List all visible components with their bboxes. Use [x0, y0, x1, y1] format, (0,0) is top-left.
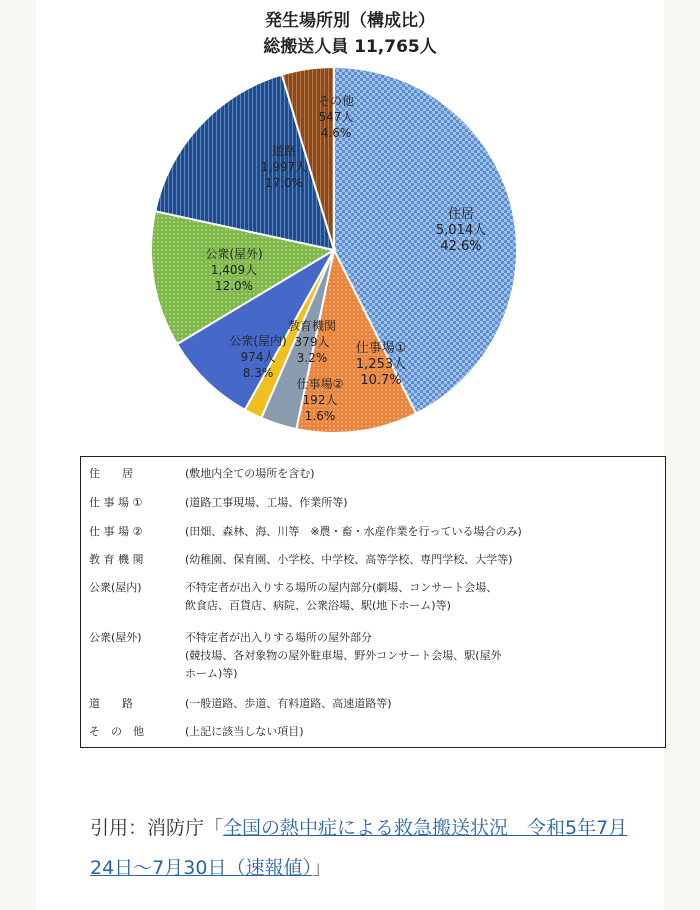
slice-label-2: 教育機関 379人 3.2% — [287, 319, 337, 365]
slice-label-7: その他 547人 4.6% — [317, 94, 355, 140]
citation-prefix: 引用：消防庁「 — [90, 817, 224, 839]
legend-term: 教 育 機 関 — [89, 553, 144, 566]
legend-table — [80, 456, 666, 748]
citation-link[interactable]: 全国の熱中症による救急搬送状況 令和5年7月24日～7月30日（速報値） — [90, 817, 628, 879]
slice-label-5: 公衆(屋外) 1,409人 12.0% — [205, 247, 263, 293]
slice-label-3: 仕事場② 192人 1.6% — [296, 377, 344, 423]
citation-suffix: 」 — [311, 857, 331, 879]
slice-label-4: 公衆(屋内) 974人 8.3% — [229, 334, 287, 380]
slice-label-6: 道路 1,997人 17.0% — [260, 144, 308, 190]
pie-chart — [36, 0, 664, 450]
legend-description: (幼稚園、保育園、小学校、中学校、高等学校、専門学校、大学等) — [185, 553, 513, 566]
legend-description: 不特定者が出入りする場所の屋内部分(劇場、コンサート会場、 飲食店、百貨店、病院、公衆浴場、駅(地下ホーム)等) — [185, 581, 498, 612]
legend-term: 公衆(屋外) — [89, 631, 142, 644]
chart-title-line2: 総搬送人員 11,765人 — [263, 37, 437, 57]
legend-description: (一般道路、歩道、有料道路、高速道路等) — [185, 697, 392, 710]
legend-description: (道路工事現場、工場、作業所等) — [185, 496, 348, 509]
slice-label-1: 仕事場① 1,253人 10.7% — [355, 341, 407, 388]
legend-term: 道 路 — [89, 697, 133, 710]
legend-term: そ の 他 — [89, 725, 144, 738]
legend-term: 仕 事 場 ① — [89, 496, 143, 509]
legend-description: (田畑、森林、海、川等 ※農・畜・水産作業を行っている場合のみ) — [185, 525, 522, 538]
chart-title-line1: 発生場所別（構成比） — [265, 11, 435, 31]
legend-term: 仕 事 場 ② — [89, 525, 143, 538]
legend-description: 不特定者が出入りする場所の屋外部分 (競技場、各対象物の屋外駐車場、野外コンサート会場、駅(屋外 ホーム)等) — [185, 631, 502, 680]
document-sheet — [36, 0, 664, 910]
legend-description: (上記に該当しない項目) — [185, 725, 304, 738]
citation — [90, 808, 650, 888]
legend-term: 住 居 — [89, 467, 133, 480]
slice-label-0: 住居 5,014人 42.6% — [435, 207, 487, 254]
legend-description: (敷地内全ての場所を含む) — [185, 467, 315, 480]
legend-term: 公衆(屋内) — [89, 581, 142, 594]
